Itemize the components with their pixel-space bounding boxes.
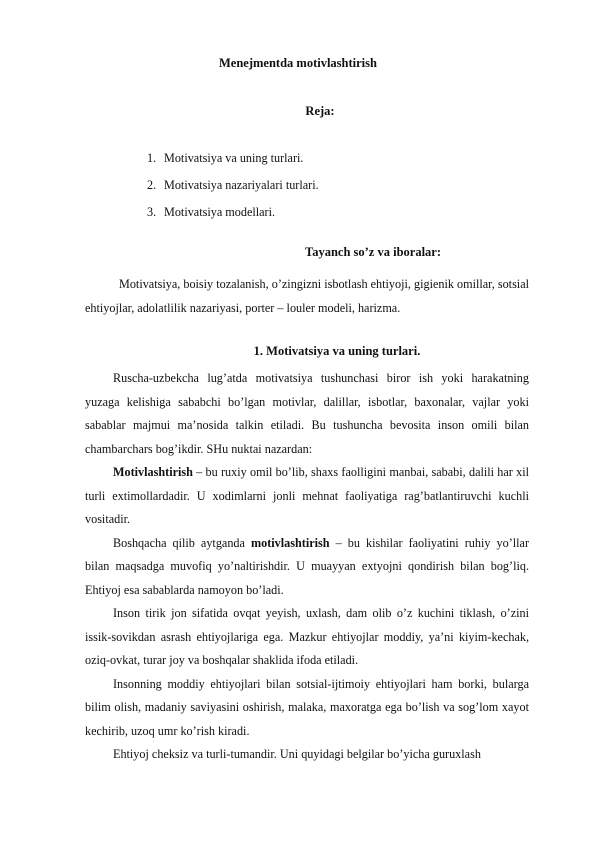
plan-item-text: Motivatsiya nazariyalari turlari. (164, 178, 319, 192)
document-title: Menejmentda motivlashtirish (219, 56, 377, 70)
term-bold: motivlashtirish (250, 535, 330, 550)
paragraph: Insonning moddiy ehtiyojlari bilan sotsial-ijtimoiy ehtiyojlari ham borki, bularga bilim olish, madaniy saviyasini oshirish, malaka, maxoratga ega bo’lish va sog’lom xayot kechirib, uzoq umr ko’rish kiradi. (85, 676, 529, 738)
paragraph (85, 461, 529, 532)
paragraph-text: Boshqacha qilib aytganda (113, 535, 251, 550)
plan-item-number: 1. (147, 151, 157, 165)
term-bold: Motivlashtirish (113, 465, 193, 479)
paragraph (85, 532, 529, 603)
plan-item-text: Motivatsiya va uning turlari. (164, 151, 304, 165)
plan-item (147, 150, 319, 177)
plan-item (147, 204, 319, 231)
section-title: 1. Motivatsiya va uning turlari. (253, 344, 421, 358)
paragraph-text: – bu kishilar faoliyatini ruhiy yo’llar bilan maqsadga muvofiq yo’naltirishdir. U muayyan extyojni qondirish bilan bog’liq. Ehtiyoj esa sabablarda namoyon bo’ladi. (85, 535, 530, 597)
plan-heading: Reja: (305, 104, 335, 118)
plan-item (147, 177, 319, 204)
plan-list (147, 150, 319, 231)
paragraph: Inson tirik jon sifatida ovqat yeyish, uxlash, dam olib o’z kuchini tiklash, o’zini issik-sovikdan asrash ehtiyojlariga ega. Mazkur ehtiyojlar moddiy, ya’ni kiyim-kechak, oziq-ovkat, turar joy va boshqalar shaklida ifoda etiladi. (85, 606, 529, 667)
plan-item-text: Motivatsiya modellari. (164, 205, 276, 219)
body-text (85, 367, 529, 767)
keywords-heading: Tayanch so’z va iboralar: (305, 245, 441, 259)
plan-item-number: 2. (147, 178, 157, 192)
keywords-text: Motivatsiya, boisiy tozalanish, o’zingizni isbotlash ehtiyoji, gigienik omillar, sotsial ehtiyojlar, adolatlilik nazariyasi, porter – louler modeli, harizma. (85, 277, 529, 315)
paragraph: Ehtiyoj cheksiz va turli-tumandir. Uni quyidagi belgilar bo’yicha guruxlash (113, 747, 481, 761)
paragraph-text: – bu ruxiy omil bo’lib, shaxs faolligini manbai, sababi, dalili har xil turli extimollardadir. U xodimlarni jonli mehnat faoliyatiga rag’batlantiruvchi kuchli vositadir. (85, 465, 529, 526)
paragraph: Ruscha-uzbekcha lug’atda motivatsiya tushunchasi biror ish yoki harakatning yuzaga kelishiga sababchi bo’lgan motivlar, dalillar, isbotlar, baxonalar, vajlar yoki sabablar majmui ma’nosida talkin etiladi. Bu tushuncha bevosita inson omili bilan chambarchars bog’ikdir. SHu nuktai nazardan: (85, 371, 529, 456)
keywords-block (85, 273, 529, 320)
plan-item-number: 3. (147, 205, 157, 219)
